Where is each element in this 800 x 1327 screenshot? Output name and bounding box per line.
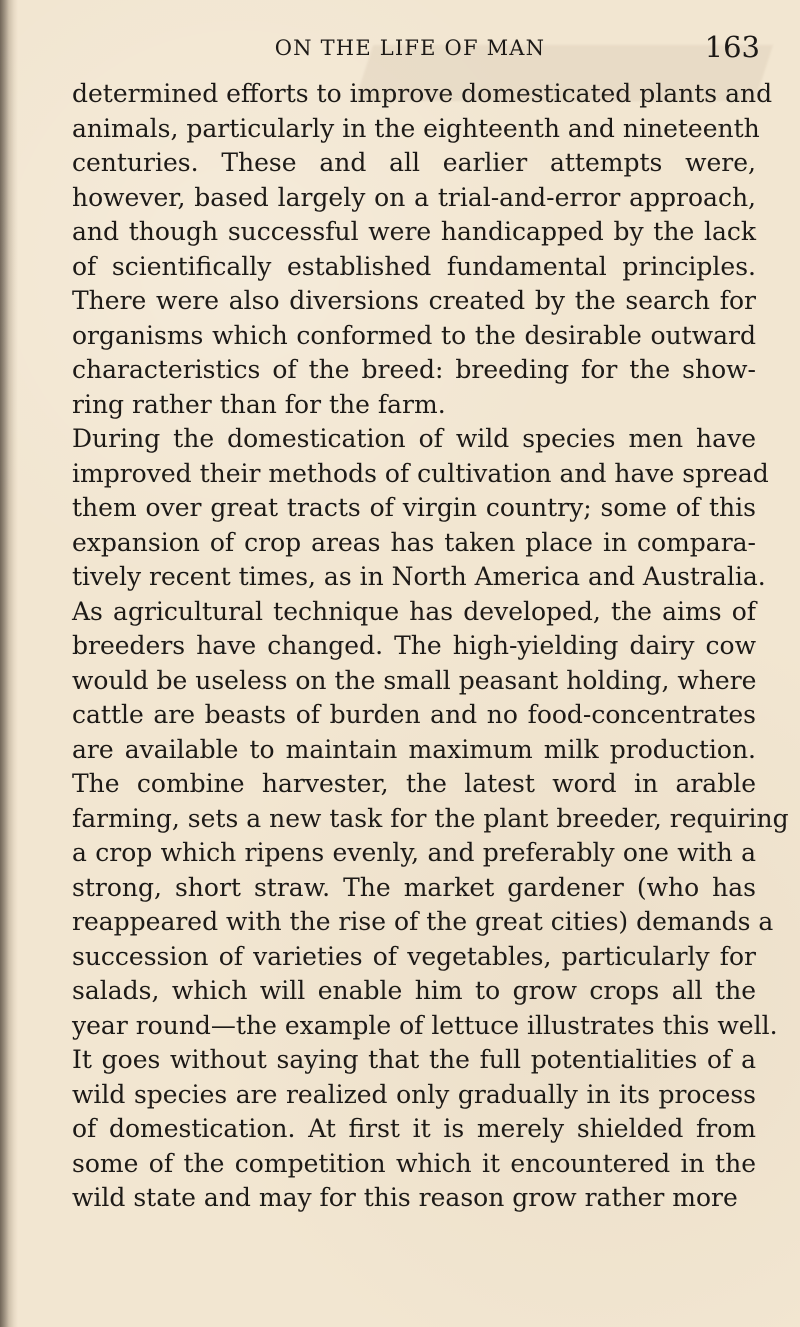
text-line: breeders have changed. The high-yielding dairy cow — [72, 631, 756, 660]
text-line: determined efforts to improve domesticated plants and — [72, 79, 773, 108]
text-line: cattle are beasts of burden and no food-concentrates — [72, 700, 756, 729]
text-line: centuries. These and all earlier attempts were, — [72, 148, 756, 177]
text-line: It goes without saying that the full potentialities of a — [72, 1045, 756, 1074]
text-line: are available to maintain maximum milk production. — [72, 734, 756, 764]
text-line: characteristics of the breed: breeding for the show- — [72, 355, 756, 384]
running-head: ON THE LIFE OF MAN — [274, 36, 546, 60]
text-line: farming, sets a new task for the plant breeder, requiring — [72, 803, 789, 833]
text-line: As agricultural technique has developed, the aims of — [72, 596, 756, 626]
text-line: During the domestication of wild species men have — [72, 424, 756, 453]
text-line: improved their methods of cultivation and have spread — [72, 458, 769, 488]
text-line: however, based largely on a trial-and-error approach, — [72, 182, 756, 212]
text-line: of domestication. At first it is merely shielded from — [72, 1114, 756, 1143]
text-line: succession of varieties of vegetables, particularly for — [72, 941, 756, 971]
text-line: wild state and may for this reason grow rather more — [72, 1183, 738, 1212]
text-line: a crop which ripens evenly, and preferably one with a — [72, 838, 756, 867]
text-line: and though successful were handicapped by the lack — [72, 217, 756, 246]
text-line: tively recent times, as in North America and Australia. — [72, 562, 766, 591]
text-line: reappeared with the rise of the great cities) demands a — [72, 907, 774, 936]
text-line: The combine harvester, the latest word in arable — [72, 769, 756, 798]
body-text — [72, 77, 789, 1216]
text-line: expansion of crop areas has taken place in compara- — [72, 527, 756, 557]
text-line: year round—the example of lettuce illustrates this well. — [72, 1010, 778, 1040]
text-line: strong, short straw. The market gardener (who has — [72, 872, 756, 902]
text-line: them over great tracts of virgin country; some of this — [72, 493, 756, 522]
text-line: organisms which conformed to the desirable outward — [72, 320, 756, 350]
text-line: of scientifically established fundamental principles. — [72, 251, 756, 281]
text-line: wild species are realized only gradually in its process — [72, 1079, 756, 1109]
text-line: ring rather than for the farm. — [72, 389, 446, 419]
text-line: salads, which will enable him to grow crops all the — [72, 976, 756, 1005]
text-line: would be useless on the small peasant holding, where — [72, 665, 757, 695]
text-line: some of the competition which it encountered in the — [72, 1148, 756, 1178]
text-line: There were also diversions created by the search for — [72, 286, 756, 315]
page-gutter-shadow — [0, 0, 18, 1327]
page-number: 163 — [704, 30, 760, 64]
text-line: animals, particularly in the eighteenth and nineteenth — [72, 113, 760, 143]
page-header — [60, 30, 760, 66]
